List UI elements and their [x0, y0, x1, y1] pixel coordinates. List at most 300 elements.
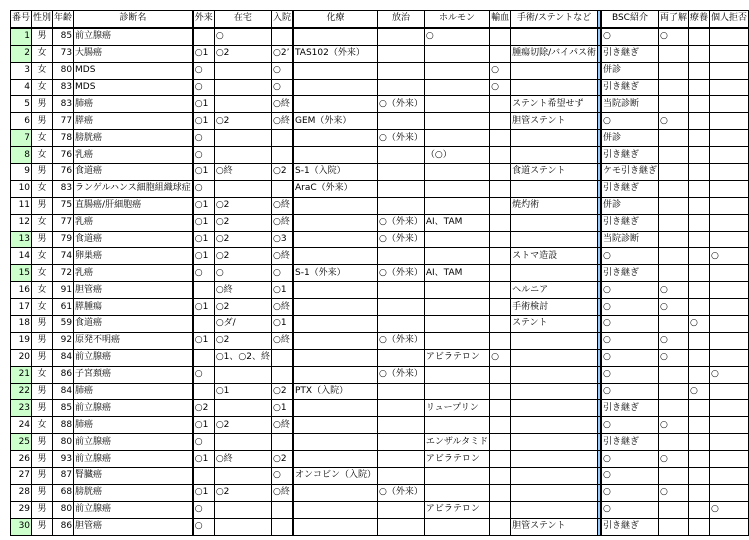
both-consent-cell: ○ — [658, 417, 688, 434]
age-cell: 76 — [53, 164, 74, 181]
inpatient-cell: ○終 — [271, 332, 293, 349]
both-consent-cell — [658, 468, 688, 485]
inpatient-cell — [271, 349, 293, 366]
home-care-cell: ○終 — [214, 164, 271, 181]
sex-cell: 男 — [32, 113, 53, 130]
radiotherapy-cell — [378, 28, 425, 45]
sex-cell: 男 — [32, 518, 53, 535]
hormone-cell — [424, 316, 489, 333]
care-cell — [688, 96, 709, 113]
inpatient-cell: ○1 — [271, 400, 293, 417]
diagnosis-cell: 卵巣癌 — [74, 248, 193, 265]
radiotherapy-cell — [378, 282, 425, 299]
both-consent-cell — [658, 501, 688, 518]
care-cell — [688, 282, 709, 299]
diagnosis-cell: 前立腺癌 — [74, 349, 193, 366]
radiotherapy-cell — [378, 349, 425, 366]
table-row — [11, 316, 749, 333]
inpatient-cell — [271, 366, 293, 383]
bsc-cell: ○ — [601, 349, 659, 366]
both-consent-cell — [658, 214, 688, 231]
care-cell — [688, 484, 709, 501]
refusal-cell: ○ — [710, 501, 749, 518]
diagnosis-cell: ランゲルハンス細胞組織球症 — [74, 180, 193, 197]
chemo-cell — [293, 299, 378, 316]
table-row — [11, 434, 749, 451]
table-row — [11, 383, 749, 400]
inpatient-cell: ○2 — [271, 451, 293, 468]
hormone-cell: AI、TAM — [424, 265, 489, 282]
age-cell: 80 — [53, 434, 74, 451]
age-cell: 78 — [53, 130, 74, 147]
surgery-cell: 胆管ステント — [511, 113, 598, 130]
surgery-cell — [511, 147, 598, 164]
age-cell: 84 — [53, 349, 74, 366]
chemo-cell — [293, 349, 378, 366]
diagnosis-cell: 大腸癌 — [74, 45, 193, 62]
surgery-cell: 焼灼術 — [511, 197, 598, 214]
row-number: 23 — [11, 400, 32, 417]
radiotherapy-cell — [378, 45, 425, 62]
both-consent-cell — [658, 79, 688, 96]
transfusion-cell — [490, 130, 511, 147]
hormone-cell: AI、TAM — [424, 214, 489, 231]
outpatient-cell: ○1 — [193, 96, 215, 113]
header-bsc: BSC紹介 — [601, 11, 659, 28]
chemo-cell: S-1（外来） — [293, 265, 378, 282]
hormone-cell — [424, 366, 489, 383]
care-cell — [688, 400, 709, 417]
bsc-cell: ○ — [601, 451, 659, 468]
outpatient-cell: ○ — [193, 130, 215, 147]
surgery-cell — [511, 383, 598, 400]
table-row — [11, 282, 749, 299]
age-cell: 84 — [53, 383, 74, 400]
both-consent-cell: ○ — [658, 28, 688, 45]
both-consent-cell — [658, 434, 688, 451]
diagnosis-cell: 肺癌 — [74, 383, 193, 400]
hormone-cell — [424, 383, 489, 400]
sex-cell: 男 — [32, 28, 53, 45]
home-care-cell: ○終 — [214, 451, 271, 468]
bsc-cell: ○ — [601, 484, 659, 501]
refusal-cell — [710, 79, 749, 96]
care-cell — [688, 434, 709, 451]
refusal-cell — [710, 231, 749, 248]
inpatient-cell: ○ — [271, 62, 293, 79]
both-consent-cell: ○ — [658, 282, 688, 299]
care-cell — [688, 265, 709, 282]
refusal-cell: ○ — [710, 248, 749, 265]
sex-cell: 男 — [32, 468, 53, 485]
bsc-cell: ○ — [601, 366, 659, 383]
transfusion-cell — [490, 366, 511, 383]
bsc-cell: 引き継ぎ — [601, 180, 659, 197]
sex-cell: 女 — [32, 62, 53, 79]
hormone-cell — [424, 45, 489, 62]
outpatient-cell: ○2 — [193, 400, 215, 417]
header-both-consent: 両了解 — [658, 11, 688, 28]
bsc-cell: ケモ引き継ぎ — [601, 164, 659, 181]
row-number: 12 — [11, 214, 32, 231]
transfusion-cell — [490, 164, 511, 181]
home-care-cell — [214, 62, 271, 79]
table-row — [11, 214, 749, 231]
sex-cell: 男 — [32, 231, 53, 248]
sex-cell: 男 — [32, 316, 53, 333]
inpatient-cell: ○終 — [271, 299, 293, 316]
header-care: 療養 — [688, 11, 709, 28]
refusal-cell — [710, 383, 749, 400]
transfusion-cell — [490, 113, 511, 130]
outpatient-cell — [193, 468, 215, 485]
surgery-cell — [511, 451, 598, 468]
row-number: 30 — [11, 518, 32, 535]
chemo-cell — [293, 28, 378, 45]
diagnosis-cell: 前立腺癌 — [74, 451, 193, 468]
refusal-cell — [710, 214, 749, 231]
bsc-cell: ○ — [601, 282, 659, 299]
bsc-cell: ○ — [601, 501, 659, 518]
both-consent-cell — [658, 366, 688, 383]
header-no: 番号 — [11, 11, 32, 28]
surgery-cell: ステント希望せず — [511, 96, 598, 113]
transfusion-cell — [490, 299, 511, 316]
surgery-cell — [511, 468, 598, 485]
age-cell: 93 — [53, 451, 74, 468]
header-radiotherapy: 放治 — [378, 11, 425, 28]
header-outpatient: 外来 — [193, 11, 215, 28]
both-consent-cell — [658, 231, 688, 248]
home-care-cell — [214, 130, 271, 147]
chemo-cell — [293, 79, 378, 96]
both-consent-cell — [658, 265, 688, 282]
care-cell — [688, 451, 709, 468]
chemo-cell — [293, 316, 378, 333]
surgery-cell — [511, 332, 598, 349]
diagnosis-cell: 前立腺癌 — [74, 28, 193, 45]
refusal-cell — [710, 96, 749, 113]
row-number: 21 — [11, 366, 32, 383]
radiotherapy-cell — [378, 62, 425, 79]
table-row — [11, 130, 749, 147]
header-transfusion: 輸血 — [490, 11, 511, 28]
bsc-cell: 引き継ぎ — [601, 79, 659, 96]
table-row — [11, 96, 749, 113]
table-row — [11, 332, 749, 349]
transfusion-cell — [490, 147, 511, 164]
transfusion-cell: ○ — [490, 349, 511, 366]
diagnosis-cell: 食道癌 — [74, 316, 193, 333]
outpatient-cell: ○1 — [193, 484, 215, 501]
care-cell — [688, 62, 709, 79]
surgery-cell: ステント — [511, 316, 598, 333]
home-care-cell: ○2 — [214, 214, 271, 231]
both-consent-cell — [658, 518, 688, 535]
surgery-cell — [511, 265, 598, 282]
home-care-cell — [214, 518, 271, 535]
both-consent-cell — [658, 164, 688, 181]
surgery-cell — [511, 231, 598, 248]
hormone-cell — [424, 518, 489, 535]
age-cell: 74 — [53, 248, 74, 265]
both-consent-cell: ○ — [658, 332, 688, 349]
surgery-cell — [511, 366, 598, 383]
hormone-cell — [424, 164, 489, 181]
age-cell: 86 — [53, 518, 74, 535]
outpatient-cell — [193, 28, 215, 45]
outpatient-cell — [193, 282, 215, 299]
table-row — [11, 501, 749, 518]
transfusion-cell — [490, 265, 511, 282]
surgery-cell — [511, 400, 598, 417]
home-care-cell: ○2 — [214, 197, 271, 214]
header-refusal: 個人拒否 — [710, 11, 749, 28]
table-row — [11, 180, 749, 197]
age-cell: 77 — [53, 214, 74, 231]
chemo-cell — [293, 197, 378, 214]
radiotherapy-cell: ○（外来） — [378, 214, 425, 231]
age-cell: 85 — [53, 28, 74, 45]
chemo-cell — [293, 214, 378, 231]
age-cell: 76 — [53, 147, 74, 164]
chemo-cell — [293, 400, 378, 417]
row-number: 19 — [11, 332, 32, 349]
outpatient-cell: ○ — [193, 501, 215, 518]
home-care-cell — [214, 79, 271, 96]
table-row — [11, 451, 749, 468]
outpatient-cell: ○ — [193, 147, 215, 164]
transfusion-cell — [490, 518, 511, 535]
chemo-cell — [293, 62, 378, 79]
bsc-cell: ○ — [601, 383, 659, 400]
outpatient-cell: ○ — [193, 518, 215, 535]
bsc-cell: 引き継ぎ — [601, 518, 659, 535]
row-number: 3 — [11, 62, 32, 79]
table-row — [11, 400, 749, 417]
header-chemotherapy: 化療 — [293, 11, 378, 28]
chemo-cell — [293, 248, 378, 265]
home-care-cell: ○2 — [214, 417, 271, 434]
inpatient-cell — [271, 130, 293, 147]
care-cell — [688, 518, 709, 535]
row-number: 26 — [11, 451, 32, 468]
chemo-cell: PTX（入院） — [293, 383, 378, 400]
inpatient-cell: ○ — [271, 265, 293, 282]
care-cell — [688, 349, 709, 366]
inpatient-cell: ○2 — [271, 164, 293, 181]
table-row — [11, 366, 749, 383]
age-cell: 80 — [53, 62, 74, 79]
age-cell: 86 — [53, 366, 74, 383]
bsc-cell: ○ — [601, 332, 659, 349]
both-consent-cell: ○ — [658, 299, 688, 316]
care-cell — [688, 214, 709, 231]
outpatient-cell: ○1 — [193, 332, 215, 349]
hormone-cell — [424, 299, 489, 316]
refusal-cell — [710, 316, 749, 333]
home-care-cell: ○ダ/ — [214, 316, 271, 333]
bsc-cell: ○ — [601, 316, 659, 333]
radiotherapy-cell — [378, 451, 425, 468]
outpatient-cell — [193, 349, 215, 366]
header-hormone: ホルモン — [424, 11, 489, 28]
surgery-cell: 食道ステント — [511, 164, 598, 181]
hormone-cell — [424, 332, 489, 349]
sex-cell: 男 — [32, 484, 53, 501]
home-care-cell: ○2 — [214, 332, 271, 349]
diagnosis-cell: 直腸癌/肝細胞癌 — [74, 197, 193, 214]
diagnosis-cell: 胆管癌 — [74, 518, 193, 535]
row-number: 7 — [11, 130, 32, 147]
inpatient-cell — [271, 434, 293, 451]
refusal-cell — [710, 265, 749, 282]
transfusion-cell — [490, 417, 511, 434]
outpatient-cell: ○ — [193, 62, 215, 79]
bsc-cell: 引き継ぎ — [601, 434, 659, 451]
row-number: 14 — [11, 248, 32, 265]
transfusion-cell — [490, 434, 511, 451]
inpatient-cell: ○終 — [271, 484, 293, 501]
radiotherapy-cell — [378, 316, 425, 333]
hormone-cell — [424, 113, 489, 130]
refusal-cell — [710, 400, 749, 417]
diagnosis-cell: 乳癌 — [74, 265, 193, 282]
sex-cell: 男 — [32, 349, 53, 366]
diagnosis-cell: 膵腫瘍 — [74, 299, 193, 316]
both-consent-cell — [658, 197, 688, 214]
inpatient-cell: ○1 — [271, 316, 293, 333]
outpatient-cell: ○ — [193, 180, 215, 197]
bsc-cell: 当院診断 — [601, 231, 659, 248]
sex-cell: 男 — [32, 400, 53, 417]
bsc-cell: ○ — [601, 468, 659, 485]
surgery-cell — [511, 180, 598, 197]
both-consent-cell — [658, 400, 688, 417]
outpatient-cell: ○1 — [193, 231, 215, 248]
both-consent-cell — [658, 130, 688, 147]
inpatient-cell: ○2 — [271, 383, 293, 400]
table-row — [11, 417, 749, 434]
care-cell — [688, 417, 709, 434]
care-cell — [688, 164, 709, 181]
bsc-cell: 引き継ぎ — [601, 45, 659, 62]
row-number: 10 — [11, 180, 32, 197]
table-row — [11, 248, 749, 265]
care-cell — [688, 366, 709, 383]
row-number: 8 — [11, 147, 32, 164]
diagnosis-cell: 前立腺癌 — [74, 434, 193, 451]
chemo-cell: AraC（外来） — [293, 180, 378, 197]
transfusion-cell: ○ — [490, 62, 511, 79]
home-care-cell: ○ — [214, 28, 271, 45]
age-cell: 88 — [53, 417, 74, 434]
home-care-cell: ○2 — [214, 248, 271, 265]
chemo-cell — [293, 96, 378, 113]
diagnosis-cell: 肺癌 — [74, 96, 193, 113]
care-cell — [688, 113, 709, 130]
surgery-cell — [511, 28, 598, 45]
bsc-cell: ○ — [601, 299, 659, 316]
diagnosis-cell: 腎臓癌 — [74, 468, 193, 485]
sex-cell: 女 — [32, 282, 53, 299]
care-cell — [688, 28, 709, 45]
transfusion-cell — [490, 451, 511, 468]
both-consent-cell — [658, 45, 688, 62]
surgery-cell — [511, 349, 598, 366]
sex-cell: 女 — [32, 130, 53, 147]
sex-cell: 男 — [32, 332, 53, 349]
hormone-cell — [424, 484, 489, 501]
refusal-cell — [710, 484, 749, 501]
home-care-cell — [214, 366, 271, 383]
bsc-cell: 併診 — [601, 197, 659, 214]
inpatient-cell — [271, 501, 293, 518]
row-number: 16 — [11, 282, 32, 299]
transfusion-cell — [490, 468, 511, 485]
both-consent-cell — [658, 147, 688, 164]
sex-cell: 女 — [32, 366, 53, 383]
home-care-cell — [214, 434, 271, 451]
both-consent-cell — [658, 248, 688, 265]
transfusion-cell — [490, 197, 511, 214]
sex-cell: 男 — [32, 164, 53, 181]
transfusion-cell — [490, 400, 511, 417]
home-care-cell: ○1、○2、終 — [214, 349, 271, 366]
care-cell — [688, 299, 709, 316]
refusal-cell — [710, 468, 749, 485]
home-care-cell — [214, 180, 271, 197]
refusal-cell — [710, 282, 749, 299]
row-number: 20 — [11, 349, 32, 366]
row-number: 28 — [11, 484, 32, 501]
transfusion-cell — [490, 96, 511, 113]
diagnosis-cell: 原発不明癌 — [74, 332, 193, 349]
surgery-cell: 手術検討 — [511, 299, 598, 316]
row-number: 1 — [11, 28, 32, 45]
surgery-cell — [511, 501, 598, 518]
sex-cell: 男 — [32, 197, 53, 214]
radiotherapy-cell — [378, 79, 425, 96]
radiotherapy-cell — [378, 400, 425, 417]
diagnosis-cell: 膵癌 — [74, 113, 193, 130]
header-row — [11, 11, 749, 28]
hormone-cell — [424, 282, 489, 299]
both-consent-cell — [658, 180, 688, 197]
chemo-cell — [293, 417, 378, 434]
bsc-cell: ○ — [601, 248, 659, 265]
hormone-cell: ○ — [424, 28, 489, 45]
hormone-cell — [424, 96, 489, 113]
outpatient-cell: ○1 — [193, 248, 215, 265]
age-cell: 91 — [53, 282, 74, 299]
inpatient-cell: ○終 — [271, 197, 293, 214]
radiotherapy-cell — [378, 417, 425, 434]
care-cell — [688, 147, 709, 164]
sex-cell: 男 — [32, 96, 53, 113]
row-number: 9 — [11, 164, 32, 181]
outpatient-cell: ○ — [193, 79, 215, 96]
outpatient-cell: ○1 — [193, 113, 215, 130]
home-care-cell: ○2 — [214, 299, 271, 316]
refusal-cell — [710, 147, 749, 164]
surgery-cell — [511, 130, 598, 147]
diagnosis-cell: 前立腺癌 — [74, 400, 193, 417]
radiotherapy-cell: ○（外来） — [378, 265, 425, 282]
radiotherapy-cell: ○（外来） — [378, 366, 425, 383]
header-diagnosis: 診断名 — [74, 11, 193, 28]
table-row — [11, 299, 749, 316]
